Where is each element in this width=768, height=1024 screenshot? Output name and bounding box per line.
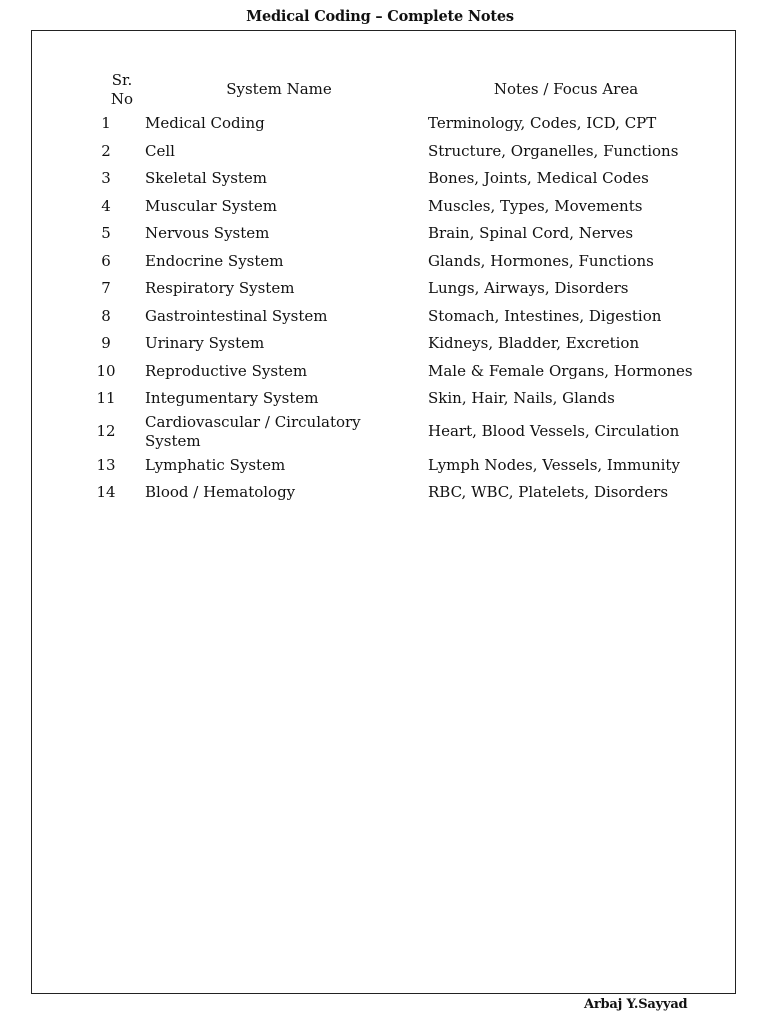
row-system-name: Cardiovascular / Circulatory System: [145, 412, 361, 450]
row-system-name: Skeletal System: [145, 169, 268, 187]
row-system-name: Blood / Hematology: [145, 483, 296, 501]
row-notes: Kidneys, Bladder, Excretion: [428, 334, 640, 352]
table-row: [84, 110, 704, 138]
table-row: [84, 193, 704, 221]
document-title: Medical Coding – Complete Notes: [246, 8, 514, 25]
table-row: [84, 479, 704, 507]
table-row: [84, 413, 704, 452]
header-sr-line1: Sr.: [111, 70, 133, 89]
table-row: [84, 220, 704, 248]
table-row: [84, 165, 704, 193]
row-system-name: Reproductive System: [145, 361, 308, 380]
row-system-name: Respiratory System: [145, 279, 295, 297]
row-notes: Skin, Hair, Nails, Glands: [428, 389, 615, 407]
row-notes: Brain, Spinal Cord, Nerves: [428, 224, 634, 242]
row-notes: Lungs, Airways, Disorders: [428, 279, 629, 297]
row-sr-no: 3: [101, 169, 111, 187]
table-row: [84, 303, 704, 331]
table-row: [84, 248, 704, 276]
row-notes: Lymph Nodes, Vessels, Immunity: [428, 455, 680, 474]
row-sr-no: 10: [96, 361, 116, 380]
row-system-name: Gastrointestinal System: [145, 306, 328, 325]
row-sr-no: 14: [96, 483, 116, 501]
row-sr-no: 12: [96, 422, 116, 441]
row-notes: RBC, WBC, Platelets, Disorders: [428, 483, 669, 501]
row-system-name: Muscular System: [145, 196, 278, 215]
table-row: [84, 138, 704, 166]
row-notes: Glands, Hormones, Functions: [428, 251, 654, 270]
row-notes: Structure, Organelles, Functions: [428, 141, 679, 160]
row-system-name: Nervous System: [145, 224, 270, 242]
header-system-name: System Name: [226, 80, 332, 99]
table-row: [84, 275, 704, 303]
row-notes: Stomach, Intestines, Digestion: [428, 306, 662, 325]
row-notes: Terminology, Codes, ICD, CPT: [428, 114, 657, 132]
row-sr-no: 11: [96, 389, 116, 407]
author-name: Arbaj Y.Sayyad: [584, 997, 688, 1012]
table-body: [84, 110, 704, 507]
table-row: [84, 358, 704, 386]
row-sr-no: 4: [101, 196, 111, 215]
row-sr-no: 1: [101, 114, 111, 132]
row-sr-no: 13: [96, 455, 116, 474]
row-system-name: Lymphatic System: [145, 455, 286, 474]
row-system-name: Cell: [145, 141, 175, 160]
table-row: [84, 452, 704, 480]
row-system-name: Urinary System: [145, 334, 265, 352]
row-sr-no: 9: [101, 334, 111, 352]
row-notes: Male & Female Organs, Hormones: [428, 361, 693, 380]
row-sr-no: 2: [101, 141, 111, 160]
systems-table: [84, 70, 704, 507]
header-sr-no: [84, 70, 134, 110]
row-notes: Heart, Blood Vessels, Circulation: [428, 422, 680, 441]
row-system-name: Integumentary System: [145, 389, 319, 407]
table-row: [84, 330, 704, 358]
row-system-name: Medical Coding: [145, 114, 265, 132]
row-notes: Bones, Joints, Medical Codes: [428, 169, 649, 187]
table-row: [84, 385, 704, 413]
row-sr-no: 5: [101, 224, 111, 242]
row-sr-no: 6: [101, 251, 111, 270]
row-system-name: Endocrine System: [145, 251, 284, 270]
row-sr-no: 8: [101, 306, 111, 325]
header-sr-line2: No: [110, 90, 134, 108]
row-sr-no: 7: [101, 279, 111, 297]
table-header-row: [84, 70, 704, 110]
row-notes: Muscles, Types, Movements: [428, 196, 643, 215]
header-notes: Notes / Focus Area: [493, 80, 639, 99]
